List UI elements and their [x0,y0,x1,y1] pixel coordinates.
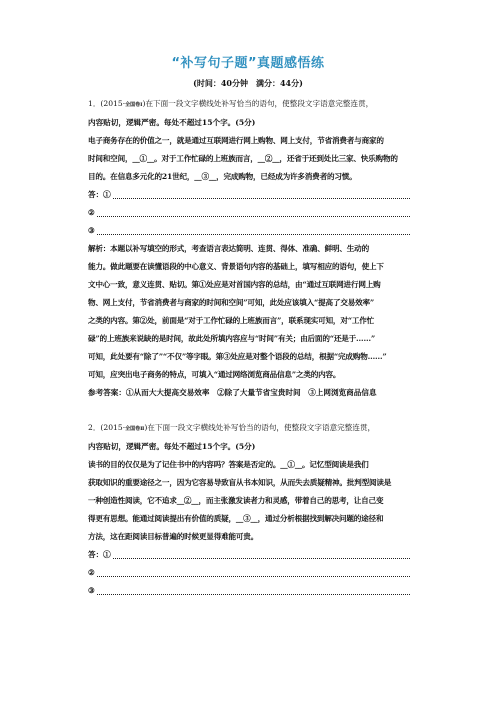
answer-blank[interactable] [113,557,410,559]
question-1-passage [88,132,410,186]
answer-label: 答：① [88,550,111,559]
question-1-header-line2: 内容贴切，逻辑严密。每处不超过15个字。(5分) [88,118,256,127]
answer-1-line[interactable] [88,546,410,564]
question-1-source: 全国卷Ⅰ [125,102,143,108]
page-subtitle: (时间：40分钟 满分：44分) [193,78,303,88]
question-1-header [88,95,410,114]
explanation-line: 可知，此处要有“除了”“不仅”等字眼。第③处应是对整个语段的总结，根据“完成购物……” [88,352,387,361]
question-2-instruction: )在下面一段文字横线处补写恰当的语句，使整段文字语意完整连贯， [144,423,376,432]
answer-blank[interactable] [97,233,410,235]
question-1-instruction: )在下面一段文字横线处补写恰当的语句，使整段文字语意完整连贯， [142,99,374,108]
answer-blank[interactable] [113,197,410,199]
passage-line: 一种创造性阅读，它不追求__②__，而主张激发读者力和灵感，带着自己的思考，让自己变 [88,496,384,505]
answer-label: ③ [88,226,95,235]
question-2-header-line2: 内容贴切，逻辑严密。每处不超过15个字。(5分) [88,442,256,451]
answer-blank[interactable] [97,575,410,577]
answer-blank[interactable] [97,593,410,595]
explanation-line: 可知，应突出电子商务的特点，可填入“通过网络浏览商品信息”之类的内容。 [88,370,341,379]
question-1-explanation [88,240,410,384]
answer-label: ② [88,568,95,577]
question-2-header [88,419,410,438]
answer-3-line[interactable] [88,582,410,600]
explanation-line: 能力。做此题要在读懂语段的中心意义、背景语句内容的基础上，填写相应的语句，使上下 [88,262,384,271]
question-2 [88,419,410,600]
passage-line: 方法，这在距阅读目标普遍的时候更显得难能可贵。 [88,532,259,541]
question-1 [88,95,410,402]
passage-line: 获取知识的重要途径之一，因为它容易导致盲从书本知识，从而失去质疑精神。批判型阅读是 [88,478,392,487]
page-title: “补写句子题”真题感悟练 [171,56,325,71]
passage-line: 目的。在信息多元化的21世纪，__③__，完成购物，已经成为许多消费者的习惯。 [88,172,357,181]
question-1-number: 1．(2015· [88,99,126,108]
answer-2-line[interactable] [88,564,410,582]
explanation-line: 碌”的上班族来说缺的是时间，故此处所填内容应与“时间”有关；由后面的“还是于……” [88,334,376,343]
answer-label: ② [88,208,95,217]
question-2-number: 2．(2015· [88,423,126,432]
reference-answer: 参考答案：①从而大大提高交易效率 ②除了大量节省宝贵时间 ③上网浏览商品信息 [88,388,377,397]
explanation-line: 解析：本题以补写填空的形式，考查语言表达简明、连贯、得体、准确、鲜明、生动的 [88,244,369,253]
passage-line: 时间和空间，__①__。对于工作忙碌的上班族而言，__②__，还省于还到处比三家、快乐购物的 [88,154,398,163]
question-2-source: 全国卷Ⅱ [125,426,145,432]
passage-line: 读书的目的仅仅是为了记住书中的内容吗？答案是否定的。__①__。记忆型阅读是我们 [88,460,369,469]
answer-blank[interactable] [97,215,410,217]
passage-line: 电子商务存在的价值之一，就是通过互联网进行网上购物、网上支付，节省消费者与商家的 [88,136,384,145]
answer-3-line[interactable] [88,222,410,240]
question-2-passage [88,456,410,546]
explanation-line: 文中心一致，意义连贯、贴切。第①处应是对首国内容的总结，由“通过互联网进行网上购 [88,280,381,289]
explanation-line: 之类的内容。第②处，前面是“对于工作忙碌的上班族而言”，联系现实可知，对“工作忙 [88,316,375,325]
explanation-line: 物、网上支付，节省消费者与商家的时间和空间”可知，此处应该填入“提高了交易效率” [88,298,375,307]
answer-2-line[interactable] [88,204,410,222]
answer-label: 答：① [88,190,111,199]
answer-label: ③ [88,586,95,595]
answer-1-line[interactable] [88,186,410,204]
passage-line: 得更有思想。能通过阅读提出有价值的质疑，__③__，通过分析根据找到解决问题的途径和 [88,514,384,523]
